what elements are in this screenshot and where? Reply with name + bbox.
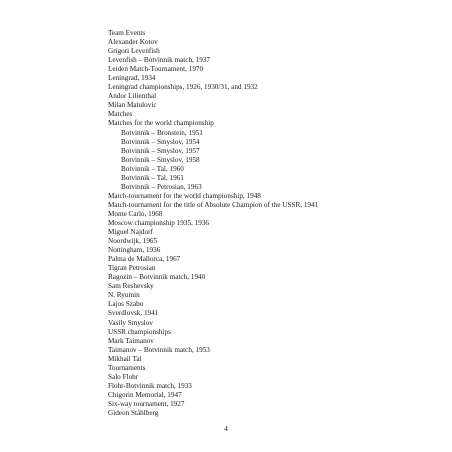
index-entry: Six-way tournament, 1927 xyxy=(108,399,185,408)
page-number: 4 xyxy=(224,425,228,433)
index-entry: Match-tournament for the world championship, 1948 xyxy=(108,191,261,200)
index-subentry: Botvinnik – Petrosian, 1963 xyxy=(121,182,202,191)
index-subentry: Botvinnik – Bronstein, 1951 xyxy=(121,128,203,137)
index-subentry: Botvinnik – Tal, 1961 xyxy=(121,173,184,182)
index-entry: Grigori Levenfish xyxy=(108,47,160,56)
index-entry: Team Events xyxy=(108,29,146,37)
index-entry: Tigran Petrosian xyxy=(108,264,156,273)
index-entry: Sverdlovsk, 1941 xyxy=(108,309,159,318)
index-entry: Leningrad, 1934 xyxy=(108,74,156,83)
index-entry: Ragozin – Botvinnik match, 1940 xyxy=(108,273,206,282)
index-entry: Mikhail Tal xyxy=(108,354,142,363)
index-entry: USSR championships xyxy=(108,327,171,336)
index-entry: Nottingham, 1936 xyxy=(108,246,161,255)
index-entry: Gideon Ståhlberg xyxy=(108,408,159,417)
index-entry: Leningrad championships, 1926, 1930/31, and 1932 xyxy=(108,83,258,92)
index-entry: Leiden Match-Tournament, 1970 xyxy=(108,65,204,74)
index-entry: Salo Flohr xyxy=(108,372,139,381)
index-entry: Sam Reshevsky xyxy=(108,282,154,291)
index-entry: Andor Lilienthal xyxy=(108,92,157,101)
index-entry: Levenfish – Botvinnik match, 1937 xyxy=(108,56,211,65)
index-entry: N. Ryumin xyxy=(108,291,140,300)
index-subentry: Botvinnik – Smyslov, 1958 xyxy=(121,155,200,164)
index-entry: Tournaments xyxy=(108,363,146,372)
index-subentry: Botvinnik – Smyslov, 1957 xyxy=(121,146,200,155)
index-entry: Matches for the world championship xyxy=(108,119,214,128)
index-entry: Mark Taimanov xyxy=(108,336,154,345)
index-entry: Taimanov – Botvinnik match, 1953 xyxy=(108,345,210,354)
index-entry: Flohr-Botvinnik match, 1933 xyxy=(108,381,192,390)
index-entry: Palma de Mallorca, 1967 xyxy=(108,255,181,264)
index-entry: Chigorin Memorial, 1947 xyxy=(108,390,182,399)
index-entry: Moscow championship 1935, 1936 xyxy=(108,218,210,227)
index-entry: Alexander Kotov xyxy=(108,38,158,47)
index-entry: Lajos Szabo xyxy=(108,300,144,309)
index-list xyxy=(108,29,438,418)
index-entry: Monte Carlo, 1968 xyxy=(108,209,163,218)
index-entry: Miguel Najdorf xyxy=(108,228,153,237)
index-subentry: Botvinnik – Smyslov, 1954 xyxy=(121,137,200,146)
index-entry: Vasily Smyslov xyxy=(108,318,153,327)
index-entry: Milan Matulovic xyxy=(108,101,157,110)
index-entry: Matches xyxy=(108,110,133,119)
index-subentry: Botvinnik – Tal, 1960 xyxy=(121,164,184,173)
index-entry: Noordwijk, 1965 xyxy=(108,237,158,246)
index-entry: Match-tournament for the title of Absolute Champion of the USSR, 1941 xyxy=(108,200,319,209)
